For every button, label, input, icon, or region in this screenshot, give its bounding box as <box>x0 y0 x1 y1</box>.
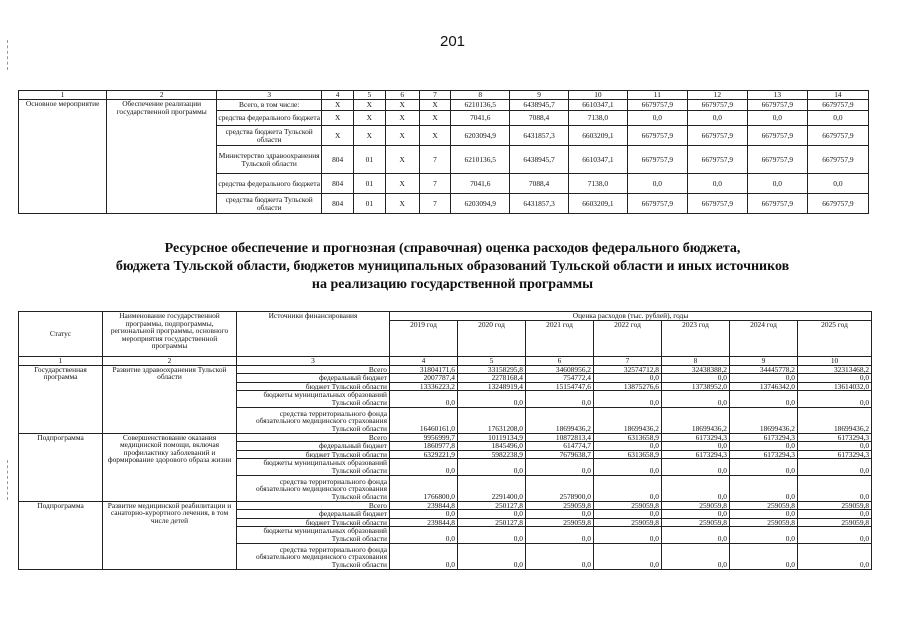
value-cell: 0,0 <box>458 459 526 475</box>
column-number-cell: 6 <box>526 357 594 366</box>
value-cell: 259059,8 <box>594 518 662 527</box>
value-cell: 32313468,2 <box>798 365 872 374</box>
value-cell: 2278168,4 <box>458 374 526 383</box>
value-cell: 13746342,0 <box>730 382 798 391</box>
value-cell: 6679757,9 <box>807 100 868 111</box>
value-cell: 13875276,6 <box>594 382 662 391</box>
table-row <box>19 433 872 442</box>
year-header: 2022 год <box>594 321 662 357</box>
funding-source-cell: бюджеты муниципальных образований Тульской области <box>237 391 390 407</box>
value-cell: 6329221,9 <box>390 450 458 459</box>
year-header: 2025 год <box>798 321 872 357</box>
value-cell: 250127,8 <box>458 518 526 527</box>
value-cell: 6173294,3 <box>798 433 872 442</box>
column-number-cell: 4 <box>390 357 458 366</box>
code-cell: 7 <box>419 194 451 214</box>
value-cell: 0,0 <box>730 543 798 569</box>
value-cell: 0,0 <box>730 459 798 475</box>
value-cell: 0,0 <box>662 475 730 501</box>
value-cell: 0,0 <box>594 442 662 451</box>
value-cell: 0,0 <box>807 111 868 126</box>
value-cell: 0,0 <box>390 459 458 475</box>
code-cell: X <box>322 111 354 126</box>
value-cell: 32438388,2 <box>662 365 730 374</box>
value-cell: 6313658,9 <box>594 433 662 442</box>
value-cell: 6679757,9 <box>627 100 687 111</box>
value-cell: 6610347,1 <box>569 146 628 174</box>
code-cell: X <box>322 100 354 111</box>
value-cell: 0,0 <box>390 510 458 519</box>
value-cell: 6203094,9 <box>451 194 510 214</box>
value-cell: 33158295,8 <box>458 365 526 374</box>
value-cell: 0,0 <box>458 391 526 407</box>
funding-source-cell: средства территориального фонда обязательного медицинского страхования Тульской области <box>237 475 390 501</box>
source-header: Источники финансирования <box>237 312 390 357</box>
column-number-cell: 1 <box>19 357 103 366</box>
value-cell: 0,0 <box>798 442 872 451</box>
value-cell: 0,0 <box>526 391 594 407</box>
name-header: Наименование государственной программы, подпрограммы, региональной программы, основного мероприятия государственной программы <box>103 312 237 357</box>
funding-source-cell: федеральный бюджет <box>237 510 390 519</box>
column-number-cell: 8 <box>662 357 730 366</box>
value-cell: 13738952,0 <box>662 382 730 391</box>
program-name-cell: Совершенствование оказания медицинской помощи, включая профилактику заболеваний и формирование здорового образа жизни <box>103 433 237 501</box>
program-name-cell: Обеспечение реализации государственной программы <box>107 100 217 214</box>
value-cell: 259059,8 <box>798 518 872 527</box>
column-number-cell: 1 <box>19 91 107 100</box>
margin-mark <box>7 460 8 500</box>
value-cell: 15154747,6 <box>526 382 594 391</box>
value-cell: 6438945,7 <box>510 146 569 174</box>
funding-source-cell: Всего, в том числе: <box>217 100 322 111</box>
value-cell: 6679757,9 <box>747 194 807 214</box>
value-cell: 6431857,3 <box>510 126 569 146</box>
status-cell: Основное мероприятие <box>19 100 107 214</box>
table-row <box>19 365 872 374</box>
value-cell: 0,0 <box>662 459 730 475</box>
value-cell: 6173294,3 <box>798 450 872 459</box>
year-header: 2019 год <box>390 321 458 357</box>
column-number-cell: 6 <box>385 91 419 100</box>
value-cell: 0,0 <box>730 527 798 543</box>
code-cell: X <box>419 111 451 126</box>
value-cell: 0,0 <box>594 527 662 543</box>
value-cell: 6603209,1 <box>569 126 628 146</box>
code-cell: X <box>354 126 386 146</box>
funding-source-cell: Всего <box>237 433 390 442</box>
value-cell: 18699436,2 <box>526 407 594 433</box>
column-number-cell: 5 <box>458 357 526 366</box>
status-cell: Государственная программа <box>19 365 103 433</box>
code-cell: X <box>322 126 354 146</box>
table-row <box>19 501 872 510</box>
value-cell: 18699436,2 <box>662 407 730 433</box>
value-cell: 0,0 <box>798 475 872 501</box>
funding-source-cell: средства территориального фонда обязательного медицинского страхования Тульской области <box>237 543 390 569</box>
funding-source-cell: средства бюджета Тульской области <box>217 126 322 146</box>
value-cell: 0,0 <box>526 527 594 543</box>
code-cell: 01 <box>354 194 386 214</box>
column-number-cell: 12 <box>687 91 747 100</box>
program-name-cell: Развитие здравоохранения Тульской области <box>103 365 237 433</box>
code-cell: X <box>385 174 419 194</box>
section-title-line1: Ресурсное обеспечение и прогнозная (справочная) оценка расходов федерального бюджета, <box>164 241 741 256</box>
value-cell: 5982238,9 <box>458 450 526 459</box>
value-cell: 0,0 <box>594 543 662 569</box>
value-cell: 259059,8 <box>594 501 662 510</box>
code-cell: X <box>385 111 419 126</box>
value-cell: 0,0 <box>730 374 798 383</box>
value-cell: 0,0 <box>390 527 458 543</box>
value-cell: 18699436,2 <box>730 407 798 433</box>
table-header-row <box>19 91 869 100</box>
value-cell: 250127,8 <box>458 501 526 510</box>
value-cell: 6173294,3 <box>730 450 798 459</box>
value-cell: 6313658,9 <box>594 450 662 459</box>
year-header: 2024 год <box>730 321 798 357</box>
value-cell: 0,0 <box>662 527 730 543</box>
funding-source-cell: федеральный бюджет <box>237 442 390 451</box>
value-cell: 239844,8 <box>390 518 458 527</box>
value-cell: 0,0 <box>687 174 747 194</box>
column-number-cell: 3 <box>237 357 390 366</box>
value-cell: 259059,8 <box>730 518 798 527</box>
funding-source-cell: средства бюджета Тульской области <box>217 194 322 214</box>
value-cell: 32574712,8 <box>594 365 662 374</box>
value-cell: 614774,7 <box>526 442 594 451</box>
value-cell: 0,0 <box>390 391 458 407</box>
estimate-header: Оценка расходов (тыс. рублей), годы <box>390 312 872 321</box>
value-cell: 1860977,8 <box>390 442 458 451</box>
table-header-row <box>19 312 872 321</box>
value-cell: 6603209,1 <box>569 194 628 214</box>
code-cell: X <box>385 100 419 111</box>
value-cell: 0,0 <box>526 543 594 569</box>
section-title <box>0 240 905 294</box>
column-number-cell: 7 <box>419 91 451 100</box>
value-cell: 9956999,7 <box>390 433 458 442</box>
year-header: 2023 год <box>662 321 730 357</box>
value-cell: 0,0 <box>662 543 730 569</box>
code-cell: X <box>385 126 419 146</box>
value-cell: 7088,4 <box>510 174 569 194</box>
value-cell: 259059,8 <box>662 501 730 510</box>
value-cell: 0,0 <box>662 442 730 451</box>
value-cell: 239844,8 <box>390 501 458 510</box>
value-cell: 6679757,9 <box>807 194 868 214</box>
value-cell: 0,0 <box>458 543 526 569</box>
value-cell: 0,0 <box>662 391 730 407</box>
value-cell: 6173294,3 <box>662 433 730 442</box>
column-number-cell: 5 <box>354 91 386 100</box>
value-cell: 2291400,0 <box>458 475 526 501</box>
column-number-cell: 9 <box>730 357 798 366</box>
value-cell: 0,0 <box>730 391 798 407</box>
value-cell: 7679638,7 <box>526 450 594 459</box>
funding-source-cell: бюджет Тульской области <box>237 518 390 527</box>
value-cell: 6679757,9 <box>687 194 747 214</box>
table-row <box>19 100 869 111</box>
value-cell: 17631208,0 <box>458 407 526 433</box>
column-number-cell: 14 <box>807 91 868 100</box>
value-cell: 0,0 <box>798 459 872 475</box>
value-cell: 0,0 <box>747 174 807 194</box>
value-cell: 0,0 <box>687 111 747 126</box>
funding-source-cell: средства территориального фонда обязательного медицинского страхования Тульской области <box>237 407 390 433</box>
value-cell: 1845496,0 <box>458 442 526 451</box>
value-cell: 7041,6 <box>451 174 510 194</box>
value-cell: 0,0 <box>807 174 868 194</box>
code-cell: 804 <box>322 146 354 174</box>
value-cell: 6679757,9 <box>687 126 747 146</box>
code-cell: X <box>419 100 451 111</box>
value-cell: 0,0 <box>526 510 594 519</box>
value-cell: 6431857,3 <box>510 194 569 214</box>
status-cell: Подпрограмма <box>19 433 103 501</box>
value-cell: 0,0 <box>458 510 526 519</box>
column-number-cell: 10 <box>798 357 872 366</box>
code-cell: X <box>385 146 419 174</box>
funding-source-cell: Министерство здравоохранения Тульской области <box>217 146 322 174</box>
funding-source-cell: бюджеты муниципальных образований Тульской области <box>237 459 390 475</box>
value-cell: 0,0 <box>594 391 662 407</box>
status-header: Статус <box>19 312 103 357</box>
funding-source-cell: бюджет Тульской области <box>237 382 390 391</box>
column-number-cell: 13 <box>747 91 807 100</box>
value-cell: 0,0 <box>730 510 798 519</box>
value-cell: 0,0 <box>730 442 798 451</box>
column-number-cell: 11 <box>627 91 687 100</box>
column-number-cell: 4 <box>322 91 354 100</box>
value-cell: 7138,0 <box>569 174 628 194</box>
value-cell: 13336223,2 <box>390 382 458 391</box>
value-cell: 0,0 <box>662 510 730 519</box>
program-name-cell: Развитие медицинской реабилитации и санаторно-курортного лечения, в том числе детей <box>103 501 237 569</box>
code-cell: X <box>385 194 419 214</box>
value-cell: 6679757,9 <box>747 100 807 111</box>
value-cell: 754772,4 <box>526 374 594 383</box>
value-cell: 6679757,9 <box>627 194 687 214</box>
value-cell: 10119134,9 <box>458 433 526 442</box>
value-cell: 6679757,9 <box>747 146 807 174</box>
code-cell: 804 <box>322 194 354 214</box>
value-cell: 2578900,0 <box>526 475 594 501</box>
value-cell: 259059,8 <box>798 501 872 510</box>
value-cell: 13614032,0 <box>798 382 872 391</box>
table-header-row <box>19 357 872 366</box>
funding-source-cell: Всего <box>237 501 390 510</box>
value-cell: 6210136,5 <box>451 146 510 174</box>
column-number-cell: 3 <box>217 91 322 100</box>
value-cell: 7088,4 <box>510 111 569 126</box>
value-cell: 0,0 <box>747 111 807 126</box>
funding-source-cell: бюджет Тульской области <box>237 450 390 459</box>
value-cell: 0,0 <box>390 543 458 569</box>
value-cell: 259059,8 <box>662 518 730 527</box>
funding-source-cell: средства федерального бюджета <box>217 111 322 126</box>
column-number-cell: 2 <box>103 357 237 366</box>
page-number: 201 <box>439 33 466 50</box>
value-cell: 31804171,6 <box>390 365 458 374</box>
value-cell: 0,0 <box>798 374 872 383</box>
value-cell: 34445778,2 <box>730 365 798 374</box>
value-cell: 0,0 <box>798 510 872 519</box>
value-cell: 6173294,3 <box>730 433 798 442</box>
value-cell: 6610347,1 <box>569 100 628 111</box>
value-cell: 6679757,9 <box>627 126 687 146</box>
value-cell: 0,0 <box>662 374 730 383</box>
value-cell: 0,0 <box>798 527 872 543</box>
code-cell: X <box>354 111 386 126</box>
column-number-cell: 8 <box>451 91 510 100</box>
value-cell: 6210136,5 <box>451 100 510 111</box>
funding-source-cell: средства федерального бюджета <box>217 174 322 194</box>
code-cell: 7 <box>419 174 451 194</box>
code-cell: 804 <box>322 174 354 194</box>
value-cell: 6679757,9 <box>807 146 868 174</box>
value-cell: 6679757,9 <box>807 126 868 146</box>
code-cell: X <box>419 126 451 146</box>
value-cell: 0,0 <box>798 391 872 407</box>
value-cell: 34608956,2 <box>526 365 594 374</box>
value-cell: 6679757,9 <box>687 100 747 111</box>
value-cell: 7138,0 <box>569 111 628 126</box>
value-cell: 0,0 <box>594 510 662 519</box>
column-number-cell: 7 <box>594 357 662 366</box>
value-cell: 6679757,9 <box>627 146 687 174</box>
value-cell: 18699436,2 <box>594 407 662 433</box>
value-cell: 0,0 <box>627 111 687 126</box>
year-header: 2020 год <box>458 321 526 357</box>
status-cell: Подпрограмма <box>19 501 103 569</box>
value-cell: 6203094,9 <box>451 126 510 146</box>
value-cell: 10872813,4 <box>526 433 594 442</box>
value-cell: 0,0 <box>730 475 798 501</box>
value-cell: 0,0 <box>594 475 662 501</box>
value-cell: 16460161,0 <box>390 407 458 433</box>
year-header: 2021 год <box>526 321 594 357</box>
value-cell: 1766800,0 <box>390 475 458 501</box>
value-cell: 18699436,2 <box>798 407 872 433</box>
value-cell: 0,0 <box>627 174 687 194</box>
value-cell: 0,0 <box>798 543 872 569</box>
table-budget-main-activity <box>18 90 869 214</box>
funding-source-cell: федеральный бюджет <box>237 374 390 383</box>
funding-source-cell: бюджеты муниципальных образований Тульской области <box>237 527 390 543</box>
value-cell: 0,0 <box>458 527 526 543</box>
value-cell: 13248919,4 <box>458 382 526 391</box>
column-number-cell: 9 <box>510 91 569 100</box>
value-cell: 259059,8 <box>526 501 594 510</box>
value-cell: 6679757,9 <box>747 126 807 146</box>
value-cell: 0,0 <box>526 459 594 475</box>
code-cell: 01 <box>354 146 386 174</box>
column-number-cell: 10 <box>569 91 628 100</box>
code-cell: X <box>354 100 386 111</box>
value-cell: 259059,8 <box>730 501 798 510</box>
code-cell: 7 <box>419 146 451 174</box>
value-cell: 2007787,4 <box>390 374 458 383</box>
value-cell: 6438945,7 <box>510 100 569 111</box>
funding-source-cell: Всего <box>237 365 390 374</box>
value-cell: 0,0 <box>594 459 662 475</box>
value-cell: 6679757,9 <box>687 146 747 174</box>
column-number-cell: 2 <box>107 91 217 100</box>
section-title-line2: бюджета Тульской области, бюджетов муниципальных образований Тульской области и иных источников <box>115 259 790 274</box>
value-cell: 0,0 <box>594 374 662 383</box>
table-resource-estimate <box>18 311 872 570</box>
code-cell: 01 <box>354 174 386 194</box>
value-cell: 259059,8 <box>526 518 594 527</box>
value-cell: 7041,6 <box>451 111 510 126</box>
value-cell: 6173294,3 <box>662 450 730 459</box>
section-title-line3: на реализацию государственной программы <box>311 277 594 292</box>
